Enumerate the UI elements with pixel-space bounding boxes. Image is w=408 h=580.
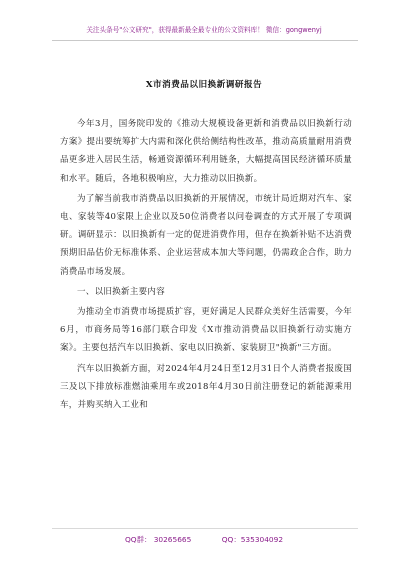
paragraph-auto: 汽车以旧换新方面，对2024年4月24日至12月31日个人消费者报废国三及以下排放标准燃油乘用车或2018年4月30日前注册登记的新能源乘用车，并购买纳入工业和 [60, 363, 352, 411]
document-body [60, 115, 352, 416]
paragraph-plan: 为推动全市消费市场提质扩容，更好满足人民群众美好生活需要，今年6月，市商务局等16部门联合印发《X市推动消费品以旧换新行动实施方案》。主要包括汽车以旧换新、家电以旧换新、家装厨卫"换新"三方面。 [60, 307, 352, 354]
footer-qq: QQ：535304092 [221, 535, 284, 544]
paragraph-intro: 今年3月，国务院印发的《推动大规模设备更新和消费品以旧换新行动方案》提出要统筹扩大内需和深化供给侧结构性改革，推动高质量耐用消费品更多进入居民生活，畅通资源循环利用链条，大幅提高国民经济循环质量和水平。随后，各地积极响应，大力推动以旧换新。 [60, 119, 352, 184]
footer-divider [52, 528, 358, 529]
paragraph-survey: 为了解当前我市消费品以旧换新的开展情况，市统计局近期对汽车、家电、家装等40家限上企业以及50位消费者以问卷调查的方式开展了专项调研。调研显示：以旧换新有一定的促进消费作用，但存在换新补贴不达消费预期旧品估价无标准体系、企业运营成本加大等问题，仍需政企合作，助力消费品市场发展。 [60, 193, 352, 277]
footer-qq-group: QQ群： 30265665 [124, 535, 192, 544]
section-heading: 一、以旧换新主要内容 [77, 286, 166, 297]
header-divider [52, 40, 358, 41]
footer-contact [0, 534, 408, 545]
header-note: 关注头条号"公文研究"，获得最新最全最专业的公文资料库！ 微信：gongwenyj [86, 26, 322, 34]
document-title: X市消费品以旧换新调研报告 [145, 80, 263, 90]
